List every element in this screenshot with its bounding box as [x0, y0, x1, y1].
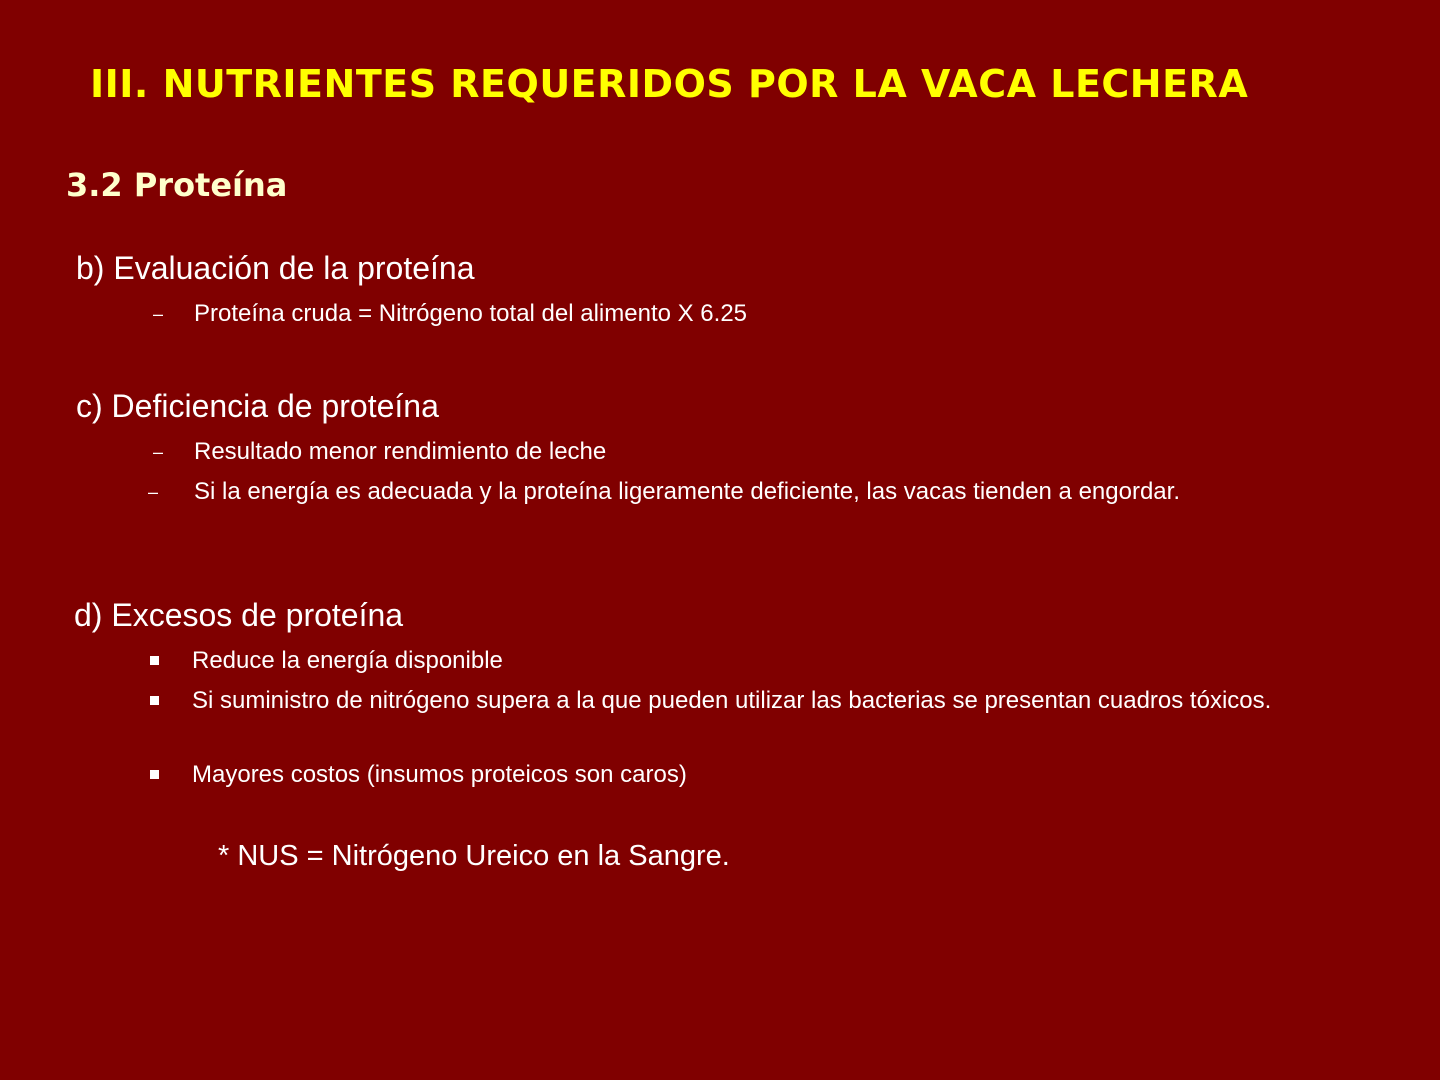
dash-bullet-icon: –: [148, 482, 159, 502]
list-item: [192, 758, 1272, 792]
list-item-text: Proteína cruda = Nitrógeno total del alimento X 6.25: [194, 300, 748, 327]
section-heading-deficiencia: c) Deficiencia de proteína: [76, 388, 439, 424]
slide-subtitle: 3.2 Proteína: [66, 166, 288, 204]
list-item: [148, 475, 1330, 509]
list-item-text: Reduce la energía disponible: [192, 647, 503, 674]
footnote: * NUS = Nitrógeno Ureico en la Sangre.: [218, 840, 730, 872]
list-item: [192, 644, 1272, 678]
square-bullet-icon: [150, 696, 159, 705]
dash-bullet-icon: –: [152, 304, 163, 324]
list-item-text: Si la energía es adecuada y la proteína ligeramente deficiente, las vacas tienden a engordar.: [194, 478, 1180, 505]
list-item: [192, 684, 1272, 718]
section-heading-evaluacion: b) Evaluación de la proteína: [76, 250, 475, 286]
section-heading-excesos: d) Excesos de proteína: [74, 597, 404, 633]
list-item: [152, 435, 1334, 469]
square-bullet-icon: [150, 770, 159, 779]
list-item: [152, 297, 1334, 331]
square-bullet-icon: [150, 656, 159, 665]
list-item-text: Si suministro de nitrógeno supera a la que pueden utilizar las bacterias se presentan cuadros tóxicos.: [192, 687, 1272, 714]
list-item-text: Mayores costos (insumos proteicos son caros): [192, 761, 687, 788]
slide-title: III. NUTRIENTES REQUERIDOS POR LA VACA LECHERA: [90, 62, 1249, 106]
list-item-text: Resultado menor rendimiento de leche: [194, 438, 607, 465]
dash-bullet-icon: –: [152, 442, 163, 462]
